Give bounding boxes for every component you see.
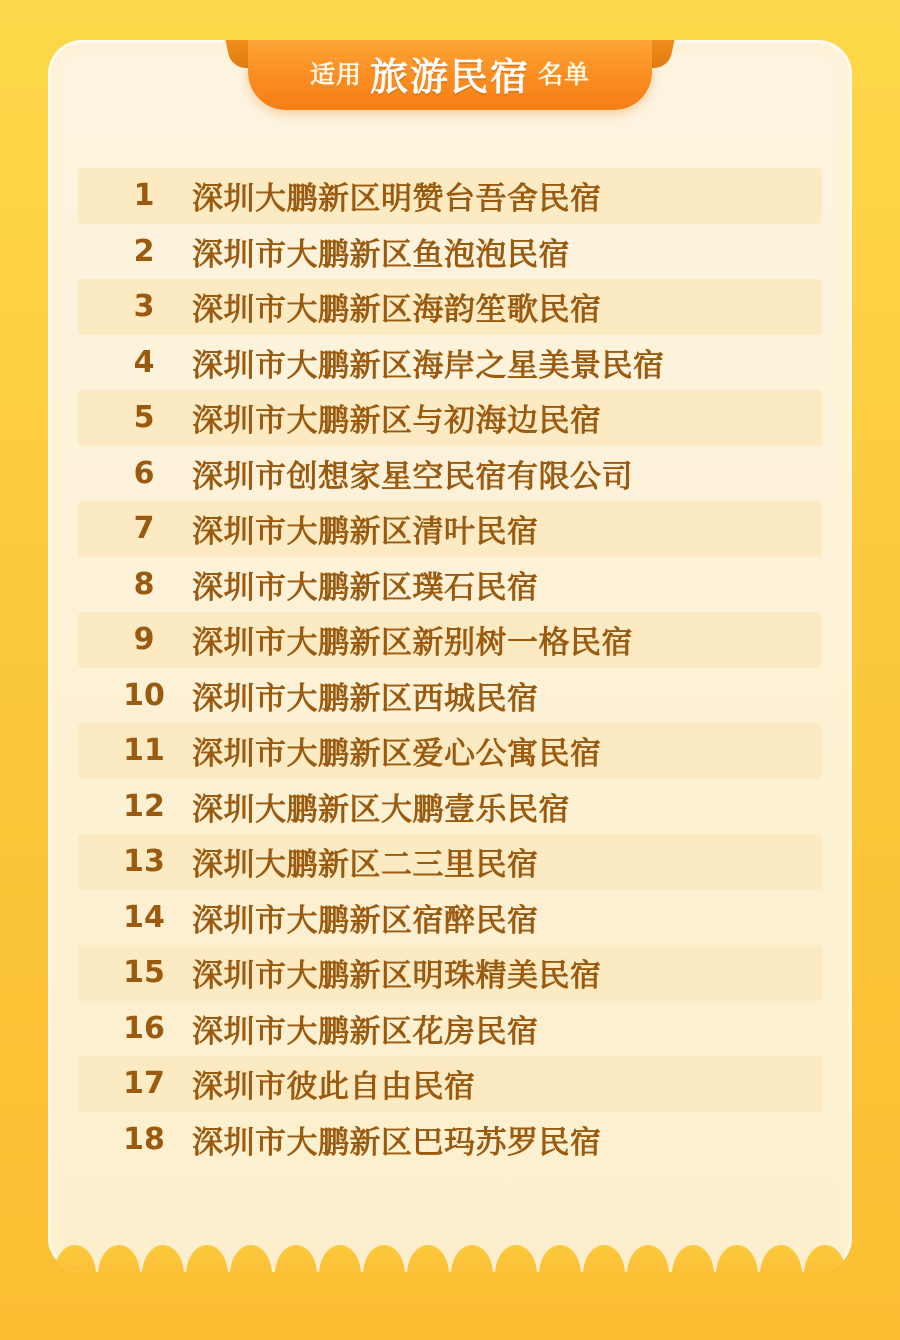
- table-row: [78, 224, 822, 280]
- row-index: 7: [133, 511, 155, 547]
- row-index: 13: [123, 844, 165, 880]
- row-index: 5: [133, 400, 155, 436]
- homestay-list: [78, 168, 822, 1228]
- table-row: [78, 612, 822, 668]
- table-row: [78, 279, 822, 335]
- row-name: 深圳市大鹏新区西城民宿: [192, 680, 539, 716]
- row-name: 深圳市大鹏新区海韵笙歌民宿: [192, 292, 602, 328]
- header-prefix: 适用: [309, 61, 362, 89]
- row-name: 深圳市大鹏新区新别树一格民宿: [192, 625, 633, 661]
- table-row: [78, 446, 822, 502]
- table-row: [78, 390, 822, 446]
- row-index: 17: [123, 1066, 165, 1102]
- row-index: 2: [133, 233, 155, 269]
- table-row: [78, 890, 822, 946]
- row-name: 深圳市大鹏新区爱心公寓民宿: [192, 736, 602, 772]
- table-row: [78, 1056, 822, 1112]
- row-name: 深圳市大鹏新区宿醉民宿: [192, 902, 539, 938]
- table-row: [78, 1001, 822, 1057]
- row-name: 深圳大鹏新区二三里民宿: [192, 847, 539, 883]
- row-index: 1: [133, 178, 155, 214]
- row-name: 深圳市彼此自由民宿: [192, 1069, 476, 1105]
- list-card: [48, 40, 852, 1272]
- row-name: 深圳市大鹏新区鱼泡泡民宿: [192, 236, 570, 272]
- row-name: 深圳市大鹏新区清叶民宿: [192, 514, 539, 550]
- table-row: [78, 557, 822, 613]
- row-name: 深圳大鹏新区明赞台吾舍民宿: [192, 181, 602, 217]
- table-row: [78, 779, 822, 835]
- row-index: 6: [133, 455, 155, 491]
- row-name: 深圳市大鹏新区花房民宿: [192, 1013, 539, 1049]
- header-highlight: 旅游民宿: [369, 56, 530, 99]
- header-ribbon-wrapper: [48, 40, 852, 110]
- row-index: 8: [133, 566, 155, 602]
- header-suffix: 名单: [538, 61, 591, 89]
- table-row: [78, 335, 822, 391]
- row-index: 11: [123, 733, 165, 769]
- row-name: 深圳市大鹏新区璞石民宿: [192, 569, 539, 605]
- header-ribbon: [248, 40, 652, 110]
- row-index: 4: [133, 344, 155, 380]
- row-index: 10: [123, 677, 165, 713]
- table-row: [78, 501, 822, 557]
- row-index: 18: [123, 1121, 165, 1157]
- row-index: 16: [123, 1010, 165, 1046]
- row-name: 深圳市大鹏新区巴玛苏罗民宿: [192, 1124, 602, 1160]
- row-name: 深圳市大鹏新区与初海边民宿: [192, 403, 602, 439]
- row-index: 14: [123, 899, 165, 935]
- row-index: 12: [123, 788, 165, 824]
- row-name: 深圳大鹏新区大鹏壹乐民宿: [192, 791, 570, 827]
- table-row: [78, 1112, 822, 1168]
- row-index: 15: [123, 955, 165, 991]
- table-row: [78, 668, 822, 724]
- table-row: [78, 168, 822, 224]
- row-name: 深圳市大鹏新区海岸之星美景民宿: [192, 347, 665, 383]
- row-name: 深圳市创想家星空民宿有限公司: [192, 458, 633, 494]
- table-row: [78, 723, 822, 779]
- row-index: 3: [133, 289, 155, 325]
- table-row: [78, 834, 822, 890]
- row-name: 深圳市大鹏新区明珠精美民宿: [192, 958, 602, 994]
- table-row: [78, 945, 822, 1001]
- row-index: 9: [133, 622, 155, 658]
